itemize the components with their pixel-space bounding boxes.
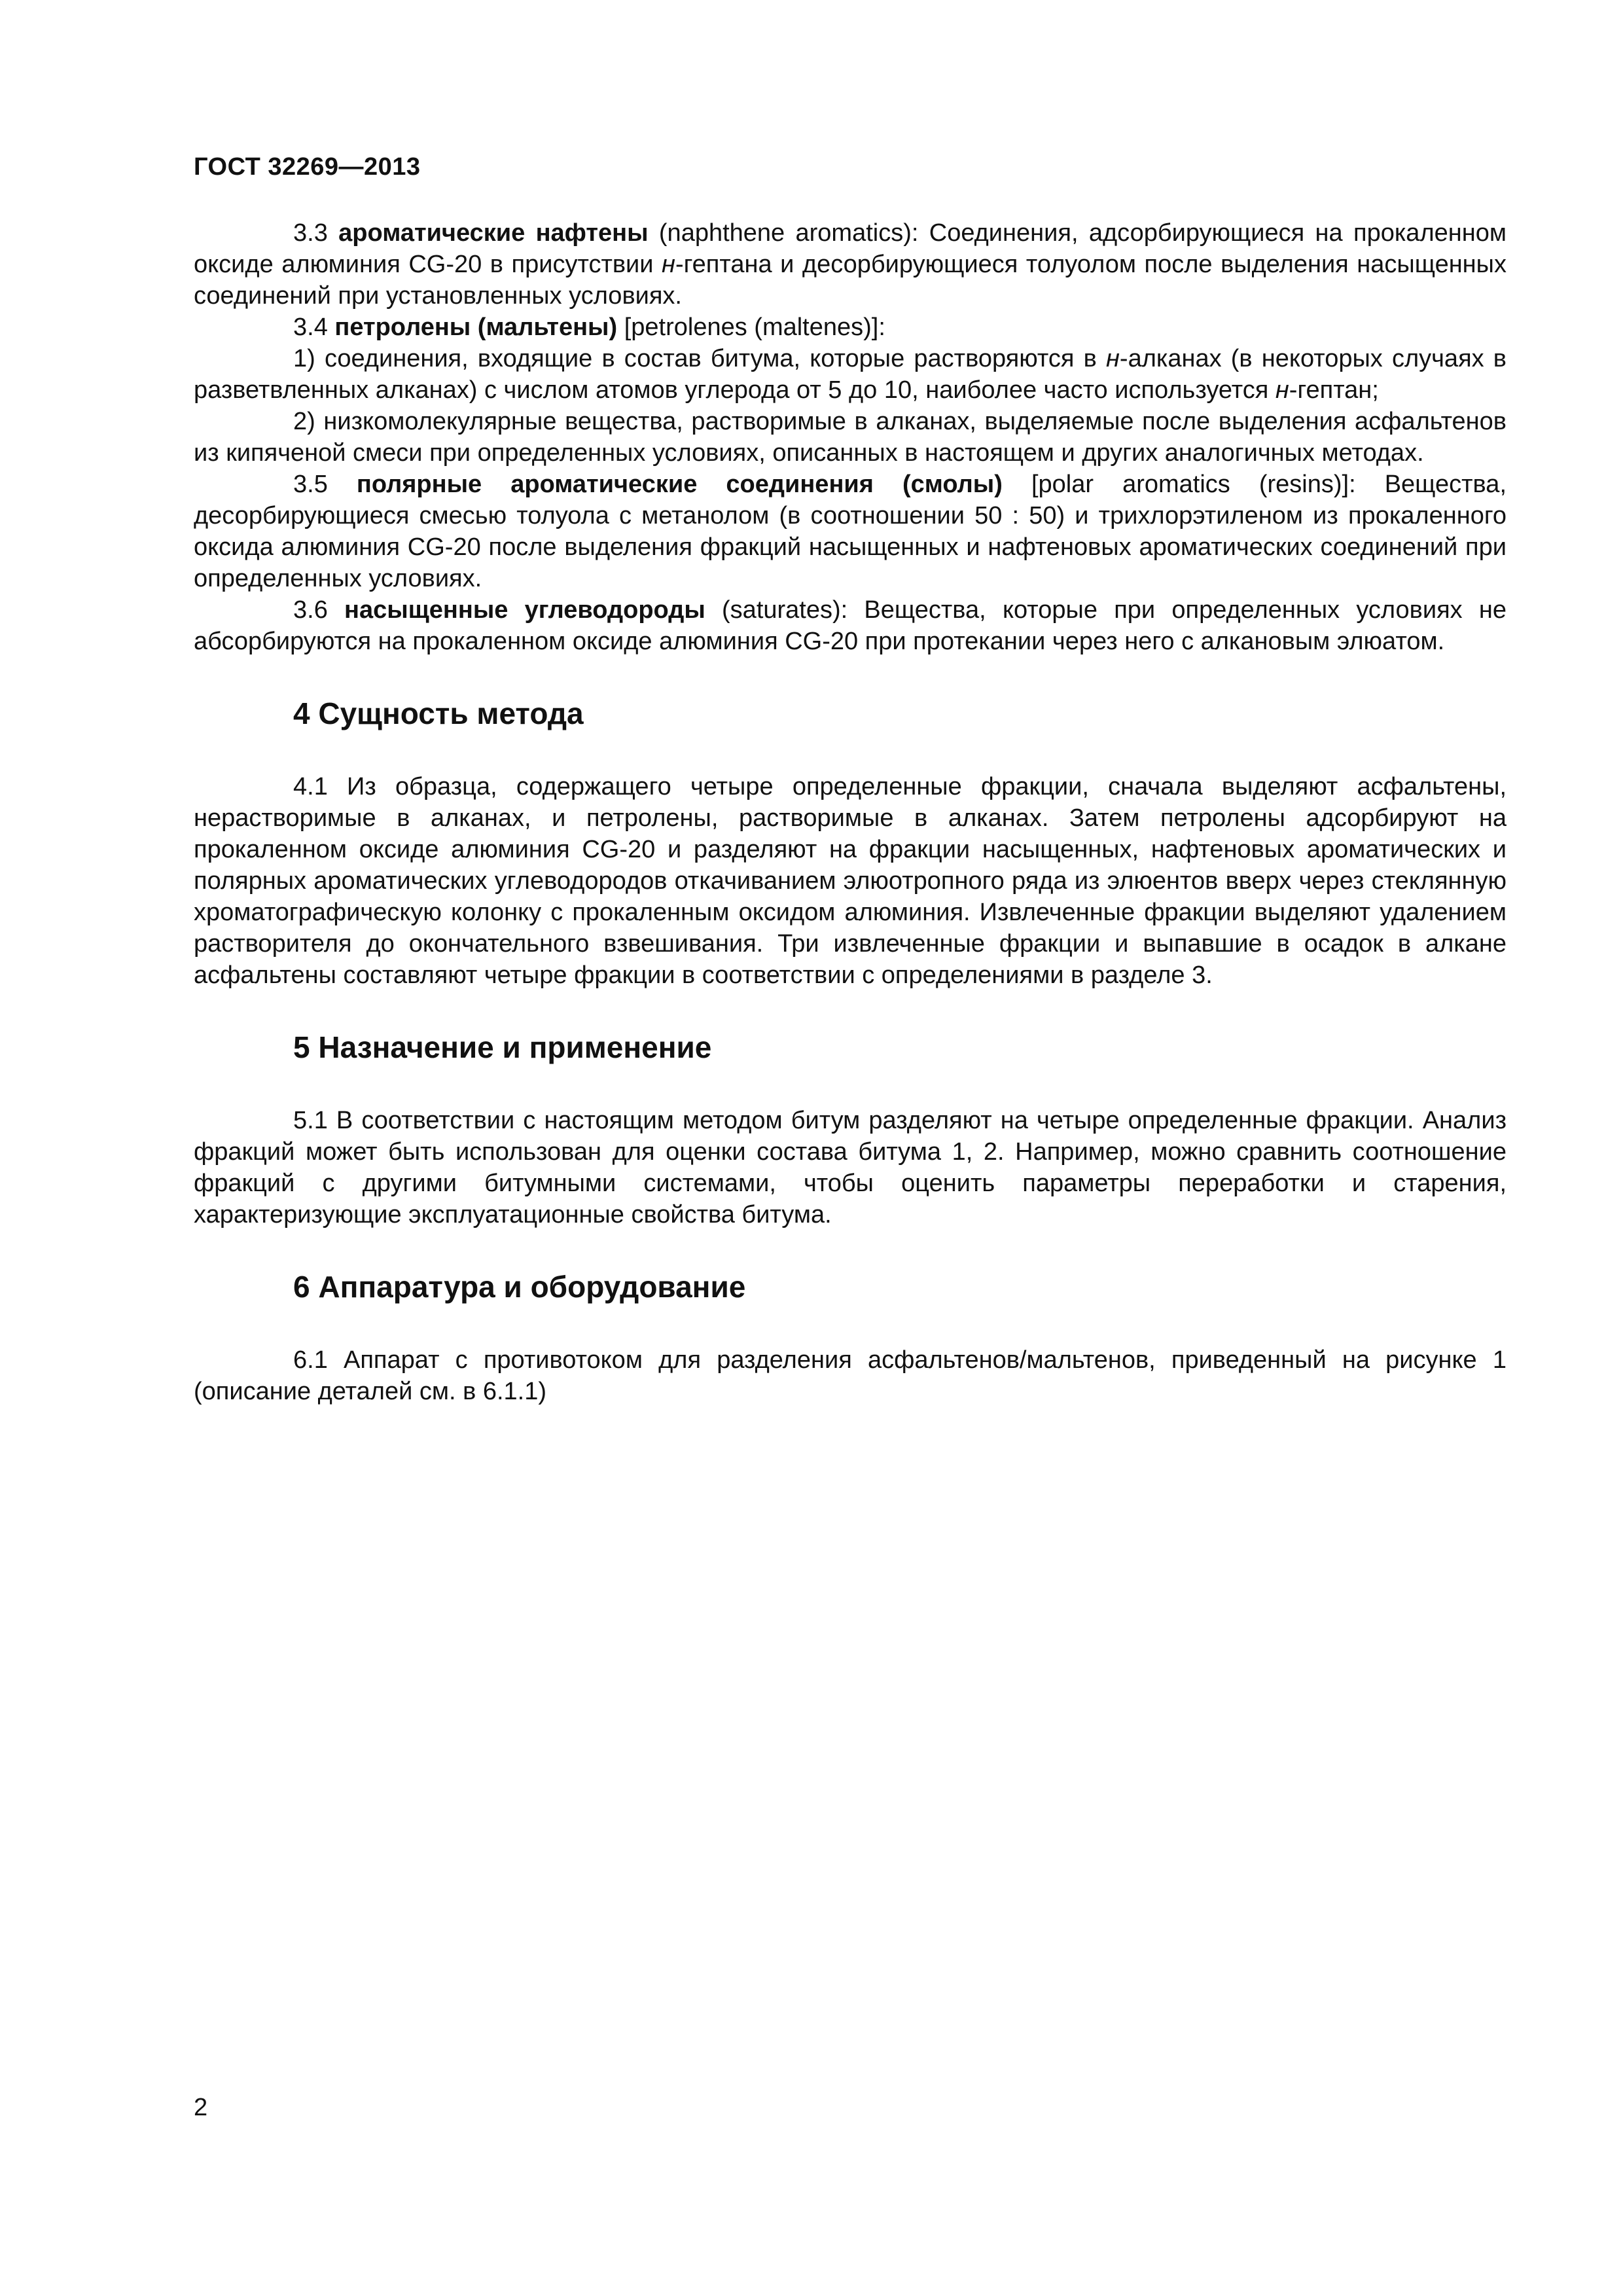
item-text: 1) соединения, входящие в состав битума, которые растворяются в [293,345,1106,372]
italic-letter: н [1275,376,1289,404]
italic-letter: н [662,251,675,278]
section-6-title: 6 Аппаратура и оборудование [293,1270,746,1304]
section-6-paragraph: 6.1 Аппарат с противотоком для разделения асфальтенов/мальтенов, приведенный на рисунке 1 (описание деталей см. в 6.1.1) [194,1346,1507,1405]
item-text: -алканах (в некоторых случаях в разветвленных алканах) с числом атомов углерода от 5 до 10, наиболее часто используется [194,345,1507,404]
term-bold: насыщенные углеводороды [344,596,705,624]
section-5-title: 5 Назначение и применение [293,1030,712,1064]
clause-number: 3.6 [293,596,328,624]
definition-3-4-item-2: 2) низкомолекулярные вещества, растворимые в алканах, выделяемые после выделения асфальтенов из кипяченой смеси при определенных условиях, описанных в настоящем и других аналогичных методах. [194,408,1507,467]
definition-text-tail: -гептана и десорбирующиеся толуолом после выделения насыщенных соединений при установленных условиях. [194,251,1507,310]
definition-3-4-item-1 [194,343,1507,406]
item-text: -гептан; [1289,376,1379,404]
section-4-title: 4 Сущность метода [293,696,584,730]
term-bold: ароматические нафтены [338,219,649,247]
page-number: 2 [194,2094,208,2121]
section-4-paragraph: 4.1 Из образца, содержащего четыре определенные фракции, сначала выделяют асфальтены, нерастворимые в алканах, и петролены, растворимые в алканах. Затем петролены адсорбируют на прокаленном оксиде алюминия CG-20 и разделяют на фракции насыщенных, нафтеновых ароматических и полярных ароматических углеводородов откачиванием элюотропного ряда из элюентов вверх через стеклянную хроматографическую колонку с прокаленным оксидом алюминия. Извлеченные фракции выделяют удалением растворителя до окончательного взвешивания. Три извлеченные фракции и выпавшие в осадок в алкане асфальтены составляют четыре фракции в соответствии с определениями в разделе 3. [194,773,1507,989]
definition-3-6 [194,594,1507,657]
definition-text: (naphthene aromatics): Соединения, адсорбирующиеся на прокаленном оксиде алюминия CG-20 в присутствии [194,219,1507,278]
section-5-paragraph: 5.1 В соответствии с настоящим методом битум разделяют на четыре определенные фракции. Анализ фракций может быть использован для оценки состава битума 1, 2. Например, можно сравнить соотношение фракций с другими битумными системами, чтобы оценить параметры переработки и старения, характеризующие эксплуатационные свойства битума. [194,1107,1507,1229]
definition-3-3 [194,217,1507,312]
clause-number: 3.4 [293,314,328,341]
definition-text: [polar aromatics (resins)]: Вещества, десорбирующиеся смесью толуола с метанолом (в соотношении 50 : 50) и трихлорэтиленом из прокаленного оксида алюминия CG-20 после выделения фракций насыщенных и нафтеновых ароматических соединений при определенных условиях. [194,471,1507,592]
term-bold: петролены (мальтены) [334,314,618,341]
document-header: ГОСТ 32269—2013 [194,153,421,181]
page-content [194,217,1507,1407]
definition-text: (saturates): Вещества, которые при определенных условиях не абсорбируются на прокаленном оксиде алюминия CG-20 при протекании через него с алкановым элюатом. [194,596,1507,655]
clause-number: 3.5 [293,471,328,498]
italic-letter: н [1106,345,1120,372]
definition-3-4 [194,312,1507,343]
definition-text: [petrolenes (maltenes)]: [617,314,885,341]
definition-3-5 [194,469,1507,594]
clause-number: 3.3 [293,219,328,247]
term-bold: полярные ароматические соединения (смолы) [356,471,1003,498]
